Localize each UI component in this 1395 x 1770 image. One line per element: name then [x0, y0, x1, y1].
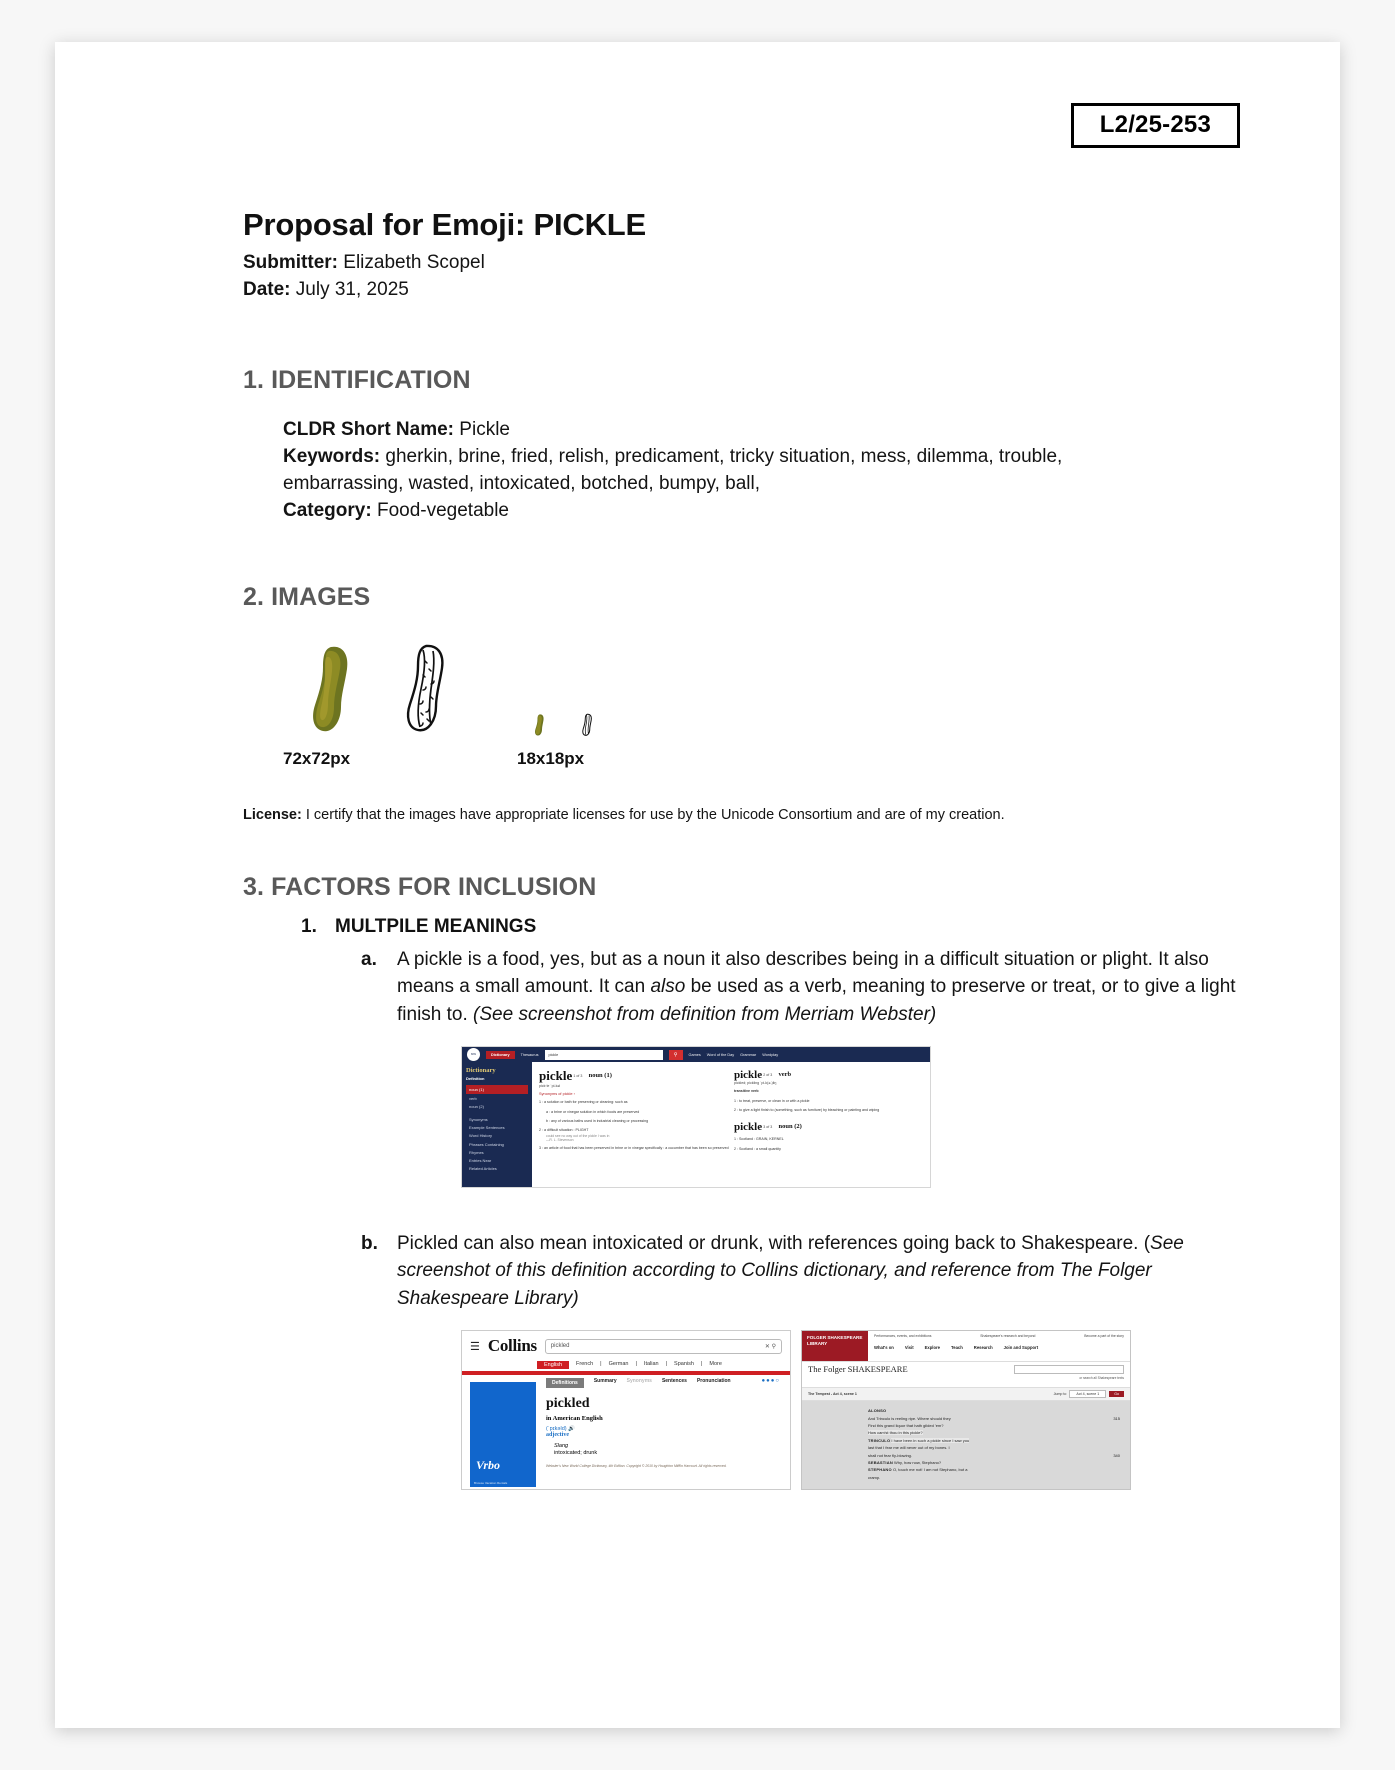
size-label-large: 72x72px [283, 748, 351, 768]
page-title: Proposal for Emoji: PICKLE [243, 206, 647, 242]
cldr-label: CLDR Short Name: [283, 418, 455, 440]
folger-speaker-trinculo: TRINCULO [868, 1437, 891, 1443]
mw-sidebar-subtitle: Definition [466, 1076, 485, 1082]
document-page [55, 42, 1340, 1728]
vrbo-ad-label: Browse Vacation Rentals [474, 1481, 508, 1486]
sub-a-italic-note: (See screenshot from definition from Merriam Webster) [473, 1003, 937, 1025]
folger-text-7: Why, how now, Stephano? [894, 1459, 942, 1465]
folger-line-2 [868, 1422, 1122, 1429]
collins-carousel-dots[interactable]: ●●●○ [761, 1378, 780, 1385]
mw-entry-count-1: 1 of 3 [573, 1074, 583, 1079]
section-heading-images: 2. IMAGES [243, 582, 371, 611]
folger-logo: FOLGER SHAKESPEARE LIBRARY [802, 1331, 868, 1361]
collins-register: Slang [554, 1443, 569, 1450]
mw-definition-1a: a : a brine or vinegar solution in which foods are preserved [546, 1109, 640, 1114]
mw-verb-definition-2: 2 : to give a light finish to (something, such as furniture) by bleaching or painting and wiping [734, 1107, 880, 1112]
mw-sidebar-item-noun2[interactable]: noun (2) [469, 1103, 484, 1109]
submitter-label: Submitter: [243, 251, 338, 273]
mw-inflection-noun1: pick·le ˈpi-kəl [539, 1084, 561, 1089]
folger-menu-join-support[interactable]: Join and Support [1003, 1345, 1039, 1351]
collins-meaning: intoxicated; drunk [554, 1450, 598, 1457]
folger-top-link-3[interactable]: Become a part of the story [1084, 1334, 1124, 1339]
collins-tab-definitions[interactable]: Definitions [546, 1378, 584, 1388]
collins-credit: Webster's New World College Dictionary, 4th Edition. Copyright © 2010 by Houghton Mifflin Harcourt. All rights reserved. [546, 1464, 727, 1469]
license-text: I certify that the images have appropriate licenses for use by the Unicode Consortium and are of my creation. [305, 806, 1005, 823]
mw-verb-definition-1: 1 : to treat, preserve, or clean in or with a pickle [734, 1098, 810, 1103]
collins-body [462, 1375, 790, 1487]
folger-text-4: I have been in such a pickle since I saw you [891, 1437, 970, 1443]
factor-item-1 [301, 916, 1270, 938]
collins-logo: Collins [487, 1336, 537, 1356]
license-label: License: [243, 806, 302, 823]
collins-lang-divider-1: | [600, 1361, 602, 1368]
collins-lang-divider-2: | [635, 1361, 637, 1368]
mw-synonyms-link[interactable]: Synonyms of pickle › [539, 1091, 575, 1097]
category-label: Category: [283, 499, 372, 521]
mw-headword-noun2: pickle [734, 1121, 763, 1134]
mw-entry-count-3: 3 of 3 [763, 1125, 773, 1130]
folger-linenum-6: 340 [1113, 1452, 1120, 1458]
folger-header-right [868, 1331, 1130, 1361]
collins-ipa-value: (ˈpɪkəld) [546, 1426, 567, 1433]
mw-nav-word-of-the-day[interactable]: Word of the Day [706, 1052, 735, 1057]
folger-site-title: The Folger SHAKESPEARE [808, 1364, 908, 1375]
folger-search-input[interactable] [1014, 1365, 1124, 1374]
folger-title-band [802, 1361, 1130, 1387]
folger-search-area [914, 1362, 1130, 1387]
factor-subitem-a-label: a. [361, 949, 377, 971]
mw-sidebar-item-synonyms[interactable]: Synonyms [469, 1117, 488, 1123]
vrbo-logo: Vrbo [476, 1458, 501, 1473]
folger-top-link-1[interactable]: Performances, events, and exhibitions [874, 1334, 932, 1339]
collins-tab-summary[interactable]: Summary [593, 1378, 617, 1385]
category-value: Food-vegetable [376, 499, 510, 521]
pickle-outline-image-18 [579, 713, 597, 737]
collins-tabs [546, 1378, 782, 1388]
breadcrumb: The Tempest - Act 4, scene 1 [808, 1392, 857, 1397]
collins-search-value: pickled [550, 1343, 570, 1350]
mw-pos-verb: verb [778, 1071, 792, 1079]
speaker-icon[interactable]: 🔊 [568, 1426, 575, 1433]
collins-lang-divider-4: | [700, 1361, 703, 1368]
mw-pos-noun1: noun (1) [588, 1072, 612, 1080]
mw-sidebar-item-word-history[interactable]: Word History [469, 1133, 493, 1139]
sub-a-text-1: A pickle is a food, yes, but as a noun it also describes being in a difficult situation or plight. It also means a small amount. It can [397, 949, 1209, 998]
folger-text-6: shall not fear fly-blowing. [868, 1452, 913, 1458]
folger-search-note: or search all Shakespeare texts [1079, 1376, 1124, 1381]
folger-text-9: cramp. [868, 1474, 881, 1480]
folger-line-6 [868, 1452, 1122, 1459]
merriam-webster-screenshot [461, 1046, 931, 1188]
collins-dictionary-screenshot [461, 1330, 791, 1490]
hamburger-menu-icon[interactable]: ☰ [470, 1340, 480, 1353]
mw-body [462, 1062, 930, 1188]
sub-a-italic-also: also [650, 976, 686, 998]
mw-sidebar-item-example-sentences[interactable]: Example Sentences [469, 1125, 505, 1131]
mw-definition-1b: b : any of various baths used in industrial cleaning or processing [546, 1118, 649, 1123]
folger-speaker-sebastian: SEBASTIAN [868, 1459, 893, 1465]
mw-definition-2-attribution: —R. L. Stevenson [546, 1137, 574, 1142]
mw-navbar [462, 1047, 930, 1062]
folger-play-text [802, 1401, 1130, 1481]
folger-line-9 [868, 1474, 1122, 1481]
date-line [243, 276, 1270, 304]
collins-advertisement[interactable] [470, 1382, 536, 1487]
collins-headword: pickled [546, 1396, 590, 1412]
submitter-value: Elizabeth Scopel [343, 251, 485, 273]
mw-nav-games[interactable]: Games [688, 1052, 701, 1057]
mw-sidebar-item-rhymes[interactable]: Rhymes [469, 1149, 484, 1155]
folger-shakespeare-screenshot [801, 1330, 1131, 1490]
factor-item-1-title: MULTPILE MEANINGS [335, 916, 537, 938]
sub-b-text: Pickled can also mean intoxicated or drunk, with references going back to Shakespeare. ( [397, 1233, 1151, 1255]
mw-definition-2: 2 : a difficult situation : PLIGHT [539, 1128, 589, 1133]
factor-subitem-b-body [397, 1230, 1241, 1312]
folger-menu-teach[interactable]: Teach [951, 1345, 963, 1351]
collins-content [536, 1375, 790, 1487]
factor-subitem-b-label: b. [361, 1233, 378, 1255]
mw-definition-column-2 [734, 1069, 924, 1152]
document-number-box: L2/25-253 [1071, 103, 1240, 148]
collins-language-tabs [462, 1359, 790, 1371]
folger-breadcrumb-bar [802, 1387, 1130, 1401]
folger-text-5: last that I fear me will never out of my bones. I [868, 1445, 950, 1451]
folger-line-5 [868, 1444, 1122, 1451]
factor-item-1-number: 1. [301, 916, 317, 938]
mw-definition-2-quote: could see no way out of the pickle I was in [546, 1133, 610, 1138]
mw-definition-3: 3 : an article of food that has been preserved in brine or in vinegar specifically : a cucumber that has been so preserved [539, 1145, 729, 1150]
identification-block [283, 417, 1113, 525]
emoji-image-row [283, 632, 1270, 737]
pickle-color-image-72 [297, 641, 369, 737]
collins-part-of-speech: adjective [546, 1432, 569, 1439]
cldr-value: Pickle [459, 418, 510, 440]
mw-inflection-verb: pickled; pickling ˈpi-k(ə-)liŋ [734, 1081, 777, 1086]
keywords-label: Keywords: [283, 445, 381, 467]
mw-sidebar-item-noun1[interactable]: noun (1) [466, 1085, 528, 1094]
folger-menu-research[interactable]: Research [973, 1345, 993, 1351]
mw-nav-wordplay[interactable]: Wordplay [762, 1052, 779, 1057]
folger-go-button[interactable]: Go [1109, 1391, 1124, 1397]
pickle-color-image-18 [531, 713, 549, 737]
mw-headword-noun1: pickle [539, 1068, 573, 1084]
mw-nav-grammar[interactable]: Grammar [740, 1052, 757, 1057]
mw-pos-noun2: noun (2) [778, 1123, 802, 1131]
folger-line-3 [868, 1429, 1122, 1436]
mw-nav-dictionary[interactable]: Dictionary [486, 1051, 515, 1059]
collins-lang-french[interactable]: French [576, 1361, 594, 1368]
date-value: July 31, 2025 [295, 279, 409, 301]
folger-text-3: How cam'st thou in this pickle? [868, 1430, 923, 1436]
folger-top-link-2[interactable]: Shakespeare's research and beyond [980, 1334, 1036, 1339]
folger-line-7 [868, 1459, 1122, 1466]
collins-tab-synonyms[interactable]: Synonyms [626, 1378, 652, 1385]
document-number-row [183, 103, 1270, 148]
collins-lang-more[interactable]: More [709, 1361, 722, 1368]
collins-variety: in American English [546, 1415, 603, 1423]
mw-headword-verb: pickle [734, 1069, 763, 1082]
sub-a-text-2: be used as a verb, meaning to preserve or treat, or to give a light finish to. [397, 976, 1236, 1025]
collins-search-icons[interactable]: ✕ ⚲ [764, 1343, 776, 1350]
collins-lang-divider-3: | [665, 1361, 668, 1368]
collins-tab-sentences[interactable]: Sentences [661, 1378, 687, 1385]
factor-subitem-b [361, 1230, 1241, 1312]
folger-scene-select[interactable]: Act 4, scene 1 [1069, 1390, 1106, 1398]
folger-linenum-1: 315 [1113, 1415, 1120, 1421]
mw-sidebar-item-entries-near[interactable]: Entries Near [469, 1158, 492, 1164]
cldr-short-name-line [283, 417, 1113, 444]
mw-search-input[interactable]: pickle [545, 1050, 663, 1060]
mw-sidebar-title: Dictionary [466, 1067, 496, 1075]
mw-nav-thesaurus[interactable]: Thesaurus [520, 1052, 539, 1057]
merriam-webster-logo-icon: MW [467, 1048, 480, 1061]
keywords-line [283, 444, 1113, 498]
folger-menu-explore[interactable]: Explore [924, 1345, 940, 1351]
title-block [243, 206, 1270, 304]
folger-menu-whats-on[interactable]: What's on [874, 1345, 894, 1351]
sub-b-italic: See screenshot of this definition according to Collins dictionary, and reference from The Folger Shakespeare Library) [397, 1233, 1184, 1309]
collins-tab-pronunciation[interactable]: Pronunciation [696, 1378, 731, 1385]
mw-noun2-definition-1: 1 : Scotland : GRAIN, KERNEL [734, 1137, 784, 1142]
category-line [283, 498, 1113, 525]
folger-main-menu [874, 1345, 1124, 1350]
collins-search-input[interactable] [545, 1339, 782, 1354]
mw-sidebar-item-phrases-containing[interactable]: Phrases Containing [469, 1141, 504, 1147]
mw-noun2-definition-2: 2 : Scotland : a small quantity [734, 1146, 781, 1151]
factor-subitem-a-body [397, 946, 1241, 1028]
folger-line-0 [868, 1407, 1122, 1414]
folger-text-8: O, touch me not! I am not Stephano, but a [892, 1467, 968, 1473]
collins-header [462, 1331, 790, 1359]
section-heading-identification: 1. IDENTIFICATION [243, 365, 471, 394]
folger-jump-control [1054, 1390, 1124, 1398]
folger-line-4 [868, 1437, 1122, 1444]
mw-entry-count-2: 2 of 3 [763, 1073, 773, 1078]
section-heading-factors: 3. FACTORS FOR INCLUSION [243, 873, 597, 902]
dictionary-screenshots-row [461, 1330, 1270, 1490]
folger-menu-visit[interactable]: Visit [904, 1345, 914, 1351]
folger-text-2: Find this grand liquor that hath gilded 'em? [868, 1422, 944, 1428]
factor-subitem-a [361, 946, 1241, 1028]
license-line [243, 805, 1270, 825]
collins-lang-german[interactable]: German [608, 1361, 629, 1368]
folger-text-1: And Trinculo is reeling ripe. Where should they [868, 1415, 951, 1421]
folger-line-8 [868, 1466, 1122, 1473]
image-size-labels [283, 749, 1270, 775]
mw-verb-type-label: transitive verb [734, 1089, 759, 1094]
folger-top-links [874, 1334, 1124, 1338]
collins-lang-spanish[interactable]: Spanish [674, 1361, 694, 1368]
folger-line-1 [868, 1415, 1122, 1422]
search-icon[interactable]: ⚲ [669, 1050, 683, 1060]
size-label-small: 18x18px [517, 748, 585, 768]
folger-header [802, 1331, 1130, 1361]
keywords-value: gherkin, brine, fried, relish, predicament, tricky situation, mess, dilemma, trouble, embarrassing, wasted, intoxicated, botched, bumpy, ball, [283, 445, 1063, 494]
mw-sidebar-item-related-articles[interactable]: Related Articles [469, 1166, 497, 1172]
mw-sidebar-item-verb[interactable]: verb [469, 1095, 477, 1101]
collins-lang-italian[interactable]: Italian [643, 1361, 659, 1368]
folger-speaker-alonso: ALONSO [868, 1408, 887, 1414]
mw-sidebar [462, 1062, 532, 1188]
submitter-line [243, 249, 1270, 277]
mw-definition-1: 1 : a solution or bath for preserving or cleaning: such as [539, 1100, 628, 1105]
folger-jump-label: Jump to [1053, 1392, 1067, 1397]
date-label: Date: [243, 279, 291, 301]
collins-lang-english[interactable]: English [537, 1361, 569, 1369]
pickle-outline-image-72 [393, 641, 465, 737]
folger-speaker-stephano: STEPHANO [868, 1467, 892, 1473]
merriam-webster-screenshot-wrap [183, 1046, 1270, 1188]
